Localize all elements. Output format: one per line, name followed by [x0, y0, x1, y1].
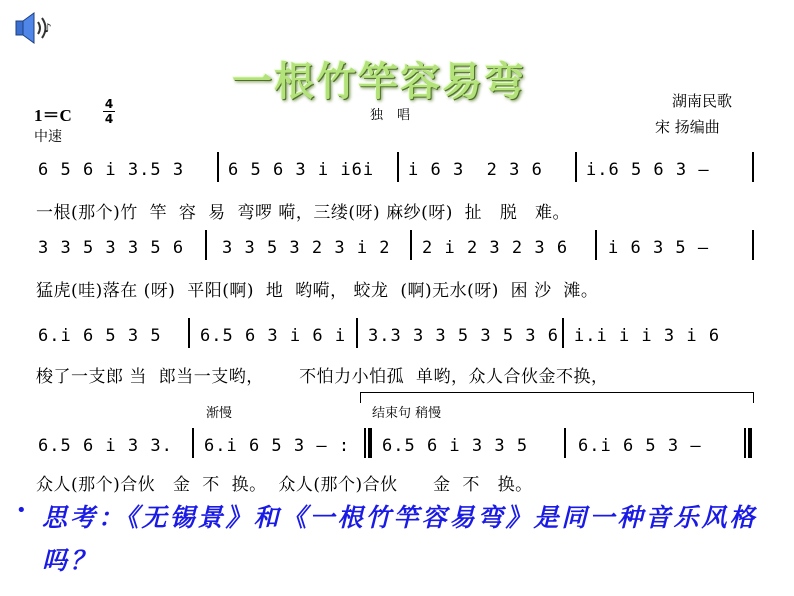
measure: 6.i 6 5 3 5 [38, 326, 162, 346]
meter-bottom: 4 [104, 112, 114, 126]
lyrics-line: 梭了一支郎 当 郎当一支哟， 不怕力小怕孤 单哟，众人合伙金不换， [36, 367, 609, 387]
speaker-icon[interactable] [10, 8, 56, 48]
barline [410, 230, 412, 260]
meter-top: 4 [104, 97, 114, 111]
measure: 6.5 6 i 3 3 5 [382, 436, 529, 456]
measure: 2 i 2 3 2 3 6 [422, 238, 569, 258]
tempo-marking: 中速 [34, 129, 62, 145]
lyrics-line: 众人(那个)合伙 金 不 换。 众人(那个)合伙 金 不 换。 [36, 475, 533, 495]
measure: 6.5 6 3 i 6 i [200, 326, 347, 346]
repeat-barline [368, 428, 372, 458]
measure: 6.5 6 i 3 3. [38, 436, 173, 456]
measure: i 6 3 2 3 6 [408, 160, 543, 180]
final-barline [748, 428, 752, 458]
barline [752, 230, 754, 260]
performance-mode: 独唱 [370, 108, 425, 123]
measure: 3 3 5 3 2 3 i 2 [222, 238, 391, 258]
measure: i 6 3 5 – [608, 238, 710, 258]
barline [575, 152, 577, 182]
bullet-point: • [16, 500, 27, 521]
ending-marking: 结束句 稍慢 [372, 406, 442, 421]
time-signature [103, 98, 115, 125]
song-origin: 湖南民歌 [672, 92, 733, 110]
lyrics-line: 猛虎(哇)落在 (呀) 平阳(啊) 地 哟嗬， 蛟龙 (啊)无水(呀) 困 沙 滩。 [36, 281, 599, 301]
barline [188, 318, 190, 348]
barline [595, 230, 597, 260]
measure: 3 3 5 3 3 5 6 [38, 238, 185, 258]
barline [397, 152, 399, 182]
arranger-credit: 宋 扬编曲 [655, 118, 720, 136]
barline [752, 152, 754, 182]
measure: i.i i i 3 i 6 [574, 326, 721, 346]
lyrics-line: 一根(那个)竹 竿 容 易 弯啰 嗬，三缕(呀) 麻纱(呀) 扯 脱 难。 [36, 203, 571, 223]
discussion-question: 思考：《无锡景》和《一根竹竿容易弯》是同一种音乐风格吗？ [42, 503, 758, 575]
page-title: 一根竹竿容易弯 [232, 59, 526, 105]
measure: 3.3 3 3 5 3 5 3 6 [368, 326, 559, 346]
barline [364, 428, 366, 458]
svg-text:♪: ♪ [44, 21, 52, 35]
measure: i.6 5 6 3 – [586, 160, 710, 180]
barline [356, 318, 358, 348]
barline [192, 428, 194, 458]
measure: 6.i 6 5 3 – [578, 436, 702, 456]
key-signature: 1＝C [34, 106, 72, 125]
measure: 6 5 6 3 i i6i [228, 160, 375, 180]
barline [217, 152, 219, 182]
measure: 6.i 6 5 3 – : [204, 436, 351, 456]
measure: 6 5 6 i 3.5 3 [38, 160, 185, 180]
ritardando-marking: 渐慢 [206, 406, 233, 421]
barline [564, 428, 566, 458]
barline [562, 318, 564, 348]
barline [205, 230, 207, 260]
barline [744, 428, 746, 458]
